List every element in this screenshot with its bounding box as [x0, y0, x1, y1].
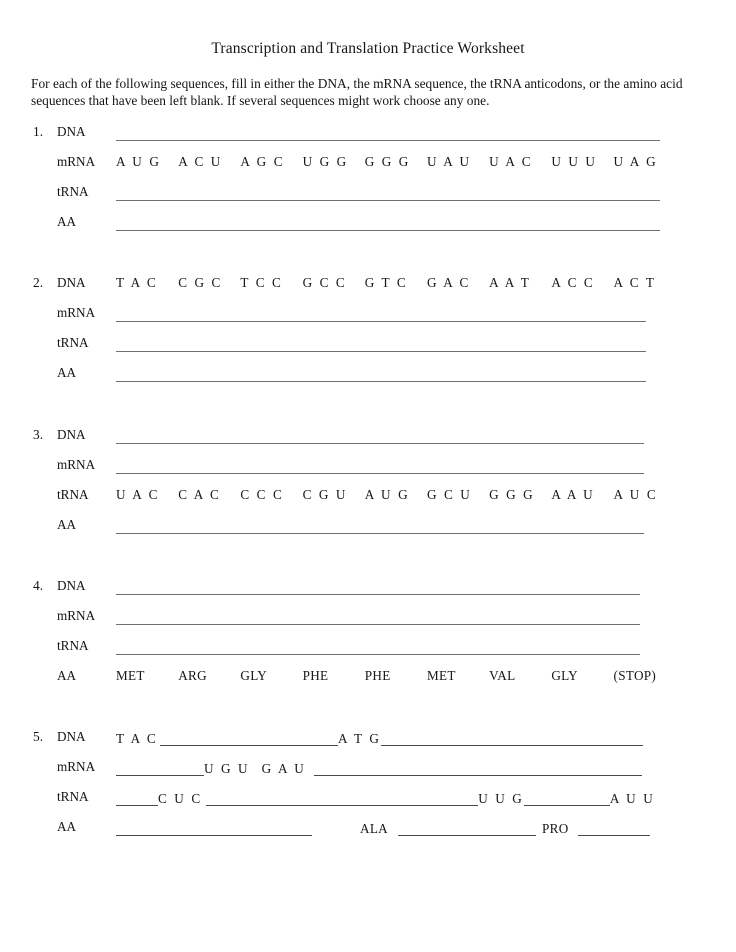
codon: A U G: [364, 487, 410, 502]
answer-blank[interactable]: [116, 789, 158, 806]
answer-blank[interactable]: [116, 351, 646, 352]
question-block: [0, 578, 736, 698]
answer-blank[interactable]: [116, 759, 204, 776]
mixed-sequence-row: [116, 819, 650, 849]
answer-blank[interactable]: [116, 381, 646, 382]
row-label-dna: DNA: [57, 124, 86, 139]
row-content: [116, 335, 736, 365]
amino-acid: ARG: [178, 668, 207, 683]
codon: A A U: [551, 487, 595, 502]
amino-acid: (STOP): [613, 668, 657, 683]
question-row: [0, 184, 736, 214]
row-label-dna: DNA: [57, 275, 86, 290]
question-row: [0, 729, 736, 759]
amino-acid: PHE: [364, 668, 391, 683]
question-row: [0, 365, 736, 395]
row-label-mrna: mRNA: [57, 608, 96, 623]
instructions-paragraph: [31, 76, 685, 109]
amino-acid: GLY: [240, 668, 268, 683]
sequence-text: A T G: [338, 731, 381, 746]
answer-blank[interactable]: [160, 729, 338, 746]
codon: A U C: [613, 487, 658, 502]
row-content: [116, 608, 736, 638]
row-label-trna: tRNA: [57, 789, 89, 804]
sequence-text: U G U: [204, 761, 250, 776]
row-content: [116, 275, 736, 305]
answer-blank[interactable]: [116, 321, 646, 322]
row-label-mrna: mRNA: [57, 305, 96, 320]
question-row: [0, 154, 736, 184]
row-content: [116, 789, 736, 819]
row-content: [116, 214, 736, 244]
row-content: [116, 638, 736, 668]
question-row: [0, 517, 736, 547]
codon: G C C: [302, 275, 347, 290]
sequence-text: PRO: [542, 821, 569, 836]
question-number: 1.: [33, 124, 44, 139]
sequence-text: A U U: [609, 791, 655, 806]
answer-blank[interactable]: [398, 819, 536, 836]
codon: A U G: [116, 154, 161, 169]
codon: U A G: [613, 154, 658, 169]
codon: U A C: [489, 154, 533, 169]
codon: U G G: [302, 154, 349, 169]
row-label-dna: DNA: [57, 578, 86, 593]
row-label-mrna: mRNA: [57, 759, 96, 774]
question-block: [0, 729, 736, 849]
row-content: [116, 427, 736, 457]
question-row: [0, 789, 736, 819]
instructions-line-1: For each of the following sequences, fill in either the DNA, the mRNA sequence, the tRNA anticodons, or the amino acid: [31, 76, 683, 91]
question-number: 3.: [33, 427, 44, 442]
answer-blank[interactable]: [116, 140, 660, 141]
codon-sequence: [116, 154, 676, 170]
question-row: [0, 275, 736, 305]
answer-blank[interactable]: [116, 533, 644, 534]
page-title: Transcription and Translation Practice Worksheet: [211, 40, 525, 57]
spacer: [250, 759, 262, 775]
question-row: [0, 668, 736, 698]
row-content: [116, 668, 736, 698]
mixed-sequence-row: [116, 789, 655, 819]
question-row: [0, 457, 736, 487]
codon: A C T: [613, 275, 657, 290]
amino-acid: MET: [426, 668, 456, 683]
row-content: [116, 759, 736, 789]
instructions-line-2: sequences that have been left blank. If several sequences might work choose any one.: [31, 92, 490, 108]
answer-blank[interactable]: [116, 473, 644, 474]
codon: G G G: [364, 154, 411, 169]
codon: C G U: [302, 487, 348, 502]
row-label-trna: tRNA: [57, 638, 89, 653]
row-content: [116, 517, 736, 547]
question-row: [0, 427, 736, 457]
row-label-aa: AA: [57, 214, 77, 229]
question-block: [0, 427, 736, 547]
codon-sequence: [116, 668, 676, 684]
codon: A A T: [489, 275, 531, 290]
question-number: 2.: [33, 275, 44, 290]
sequence-text: U U G: [478, 791, 524, 806]
question-row: [0, 487, 736, 517]
row-content: [116, 154, 736, 184]
answer-blank[interactable]: [578, 819, 650, 836]
row-content: [116, 365, 736, 395]
amino-acid: VAL: [489, 668, 516, 683]
question-row: [0, 759, 736, 789]
row-label-trna: tRNA: [57, 335, 89, 350]
codon: T C C: [240, 275, 283, 290]
answer-blank[interactable]: [314, 759, 642, 776]
row-label-mrna: mRNA: [57, 457, 96, 472]
answer-blank[interactable]: [381, 729, 643, 746]
question-number: 5.: [33, 729, 44, 744]
spacer: [312, 819, 360, 835]
row-content: [116, 184, 736, 214]
row-content: [116, 457, 736, 487]
mixed-sequence-row: [116, 759, 642, 789]
question-row: [0, 335, 736, 365]
sequence-text: T A C: [116, 731, 158, 746]
amino-acid: GLY: [551, 668, 578, 683]
row-label-aa: AA: [57, 365, 77, 380]
spacer: [306, 759, 314, 775]
row-content: [116, 729, 736, 759]
codon: G G G: [489, 487, 535, 502]
codon: C A C: [178, 487, 221, 502]
codon: U A U: [426, 154, 472, 169]
spacer: [390, 819, 398, 835]
codon-sequence: [116, 275, 676, 291]
answer-blank[interactable]: [116, 594, 640, 595]
question-number: 4.: [33, 578, 44, 593]
row-content: [116, 305, 736, 335]
amino-acid: PHE: [302, 668, 329, 683]
codon: G A C: [426, 275, 471, 290]
codon: G C U: [426, 487, 472, 502]
answer-blank[interactable]: [524, 789, 610, 806]
mixed-sequence-row: [116, 729, 643, 759]
sequence-text: ALA: [360, 821, 389, 836]
answer-blank[interactable]: [116, 230, 660, 231]
codon: C G C: [178, 275, 223, 290]
question-block: [0, 275, 736, 395]
row-content: [116, 819, 736, 849]
row-label-aa: AA: [57, 517, 77, 532]
amino-acid: MET: [116, 668, 145, 683]
row-label-dna: DNA: [57, 729, 86, 744]
question-row: [0, 638, 736, 668]
row-label-mrna: mRNA: [57, 154, 96, 169]
sequence-text: C U C: [158, 791, 203, 806]
answer-blank[interactable]: [116, 443, 644, 444]
row-label-aa: AA: [57, 819, 77, 834]
codon: A G C: [240, 154, 285, 169]
question-row: [0, 819, 736, 849]
question-row: [0, 305, 736, 335]
question-row: [0, 608, 736, 638]
answer-blank[interactable]: [116, 654, 640, 655]
codon: C C C: [240, 487, 284, 502]
question-row: [0, 578, 736, 608]
question-row: [0, 214, 736, 244]
row-content: [116, 487, 736, 517]
codon: U A C: [116, 487, 160, 502]
row-label-aa: AA: [57, 668, 77, 683]
answer-blank[interactable]: [116, 819, 312, 836]
row-label-trna: tRNA: [57, 184, 89, 199]
row-label-dna: DNA: [57, 427, 86, 442]
row-content: [116, 578, 736, 608]
answer-blank[interactable]: [116, 624, 640, 625]
codon: T A C: [116, 275, 158, 290]
codon: A C U: [178, 154, 223, 169]
codon-sequence: [116, 487, 676, 503]
sequence-text: G A U: [261, 761, 306, 776]
question-row: [0, 124, 736, 154]
codon: A C C: [551, 275, 595, 290]
row-content: [116, 124, 736, 154]
answer-blank[interactable]: [206, 789, 478, 806]
row-label-trna: tRNA: [57, 487, 89, 502]
answer-blank[interactable]: [116, 200, 660, 201]
question-block: [0, 124, 736, 244]
codon: G T C: [364, 275, 408, 290]
codon: U U U: [551, 154, 597, 169]
